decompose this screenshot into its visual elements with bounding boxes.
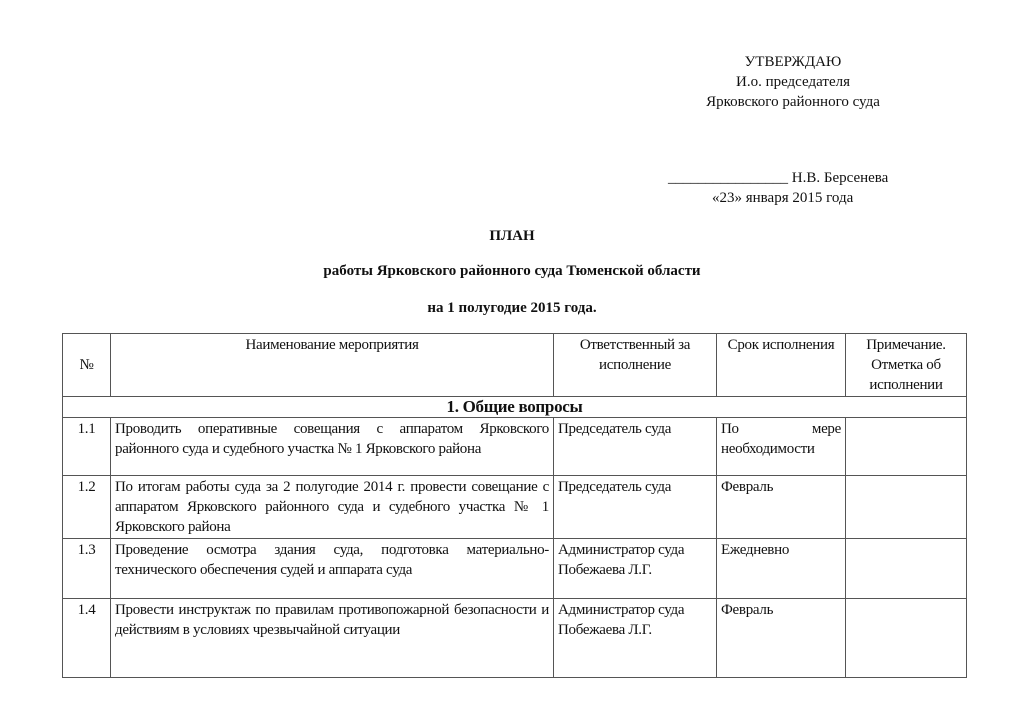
approval-title: УТВЕРЖДАЮ: [744, 54, 842, 70]
row-num: 1.4: [63, 599, 111, 678]
row-name: По итогам работы суда за 2 полугодие 2014 г. провести совещание с аппаратом Ярковского районного суда и судебного участка № 1 Ярковского района: [111, 476, 554, 539]
row-deadline: Февраль: [717, 599, 846, 678]
row-note: [846, 539, 967, 599]
section-title: 1. Общие вопросы: [63, 397, 967, 418]
row-name: Провести инструктаж по правилам противопожарной безопасности и действиям в условиях чрезвычайной ситуации: [111, 599, 554, 678]
table-row: [63, 539, 967, 599]
row-note: [846, 418, 967, 476]
header-name: Наименование мероприятия: [111, 334, 554, 397]
approval-position-line2: Ярковского районного суда: [706, 94, 880, 110]
header-responsible: Ответственный за исполнение: [554, 334, 717, 397]
row-note: [846, 599, 967, 678]
document-subtitle: работы Ярковского районного суда Тюменской области: [323, 263, 701, 279]
row-name: Проведение осмотра здания суда, подготовка материально-технического обеспечения судей и аппарата суда: [111, 539, 554, 599]
table-row: [63, 418, 967, 476]
approval-date: «23» января 2015 года: [712, 190, 854, 206]
document-period: на 1 полугодие 2015 года.: [427, 300, 597, 316]
table-row: [63, 599, 967, 678]
section-row: [63, 397, 967, 418]
row-num: 1.3: [63, 539, 111, 599]
row-deadline: Февраль: [717, 476, 846, 539]
row-deadline: Ежедневно: [717, 539, 846, 599]
row-num: 1.1: [63, 418, 111, 476]
row-responsible: Председатель суда: [554, 418, 717, 476]
row-num: 1.2: [63, 476, 111, 539]
row-deadline: По мере необходимости: [717, 418, 846, 476]
table-row: [63, 476, 967, 539]
plan-table: [62, 333, 967, 678]
header-num: №: [63, 334, 111, 397]
document-title: ПЛАН: [489, 228, 535, 244]
header-note: Примечание. Отметка об исполнении: [846, 334, 967, 397]
row-name: Проводить оперативные совещания с аппаратом Ярковского районного суда и судебного участка № 1 Ярковского района: [111, 418, 554, 476]
row-note: [846, 476, 967, 539]
header-deadline: Срок исполнения: [717, 334, 846, 397]
row-responsible: Администратор суда Побежаева Л.Г.: [554, 539, 717, 599]
table-header-row: [63, 334, 967, 397]
approval-signature: ________________ Н.В. Берсенева: [668, 170, 889, 186]
row-responsible: Председатель суда: [554, 476, 717, 539]
approval-position-line1: И.о. председателя: [735, 74, 850, 90]
row-responsible: Администратор суда Побежаева Л.Г.: [554, 599, 717, 678]
approval-block: [640, 52, 946, 112]
